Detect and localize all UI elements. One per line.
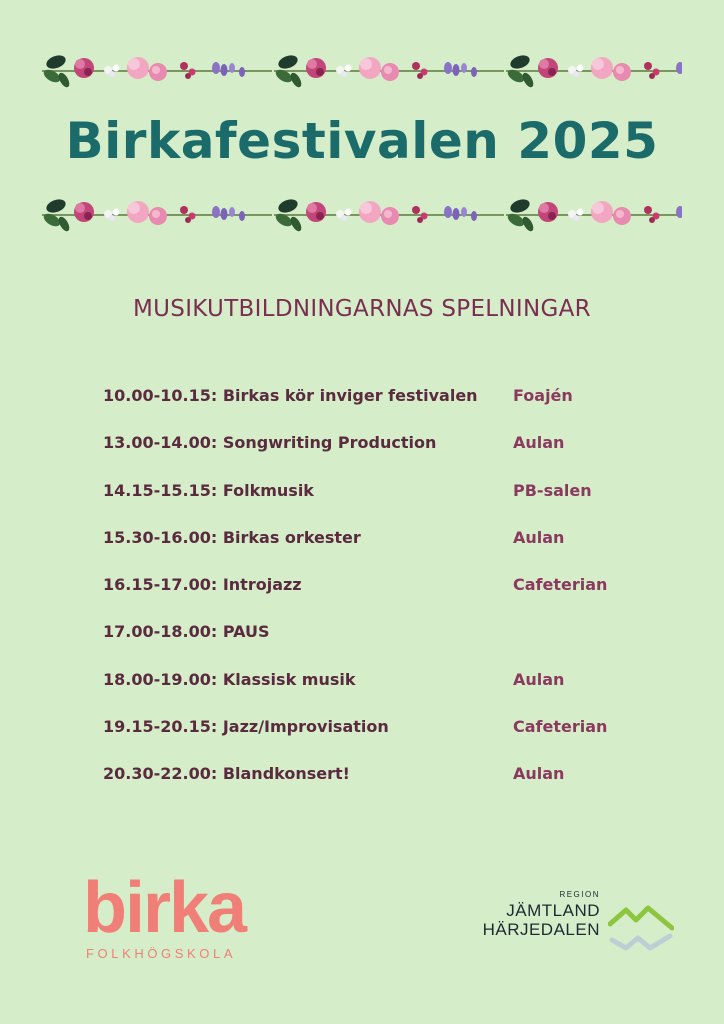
schedule-row bbox=[103, 620, 623, 667]
schedule-time: 16.15-17.00: Introjazz bbox=[103, 575, 302, 595]
schedule-time: 18.00-19.00: Klassisk musik bbox=[103, 669, 356, 689]
schedule-time: 19.15-20.15: Jazz/Improvisation bbox=[103, 717, 389, 737]
schedule-place: Foajén bbox=[513, 386, 573, 405]
birka-logo-word: birka bbox=[83, 868, 246, 948]
schedule-place: Cafeterian bbox=[513, 717, 608, 737]
schedule-time: 14.15-15.15: Folkmusik bbox=[103, 480, 314, 500]
schedule-row bbox=[103, 762, 623, 809]
schedule-row bbox=[103, 573, 623, 620]
region-logo bbox=[482, 890, 686, 960]
schedule-row bbox=[103, 668, 623, 715]
flower-garland-icon bbox=[42, 46, 682, 96]
schedule-time: 17.00-18.00: PAUS bbox=[103, 622, 270, 642]
flower-garland-icon bbox=[42, 190, 682, 240]
schedule-row bbox=[103, 715, 623, 762]
schedule-row bbox=[103, 384, 623, 431]
schedule-place: Aulan bbox=[513, 669, 565, 689]
page-title: Birkafestivalen 2025 bbox=[65, 112, 659, 170]
schedule-place: Aulan bbox=[513, 527, 565, 547]
schedule-time: 15.30-16.00: Birkas orkester bbox=[103, 527, 361, 547]
schedule-row bbox=[103, 431, 623, 478]
schedule-place: Cafeterian bbox=[513, 575, 608, 595]
region-logo-line2: HÄRJEDALEN bbox=[482, 920, 600, 939]
schedule-row bbox=[103, 526, 623, 573]
schedule-list bbox=[103, 384, 623, 810]
schedule-time: 13.00-14.00: Songwriting Production bbox=[103, 433, 437, 453]
schedule-time: 10.00-10.15: Birkas kör inviger festivalen bbox=[103, 386, 478, 405]
schedule-place: Aulan bbox=[513, 433, 565, 453]
section-heading: MUSIKUTBILDNINGARNAS SPELNINGAR bbox=[133, 296, 591, 322]
schedule-time: 20.30-22.00: Blandkonsert! bbox=[103, 764, 350, 784]
birka-logo bbox=[83, 868, 253, 964]
region-logo-line1: JÄMTLAND bbox=[506, 901, 600, 920]
mountain-icon bbox=[608, 904, 674, 952]
region-logo-small: REGION bbox=[559, 890, 600, 899]
schedule-row bbox=[103, 479, 623, 526]
schedule-place: Aulan bbox=[513, 764, 565, 784]
birka-logo-subtitle: FOLKHÖGSKOLA bbox=[86, 946, 237, 961]
schedule-place: PB-salen bbox=[513, 480, 592, 500]
